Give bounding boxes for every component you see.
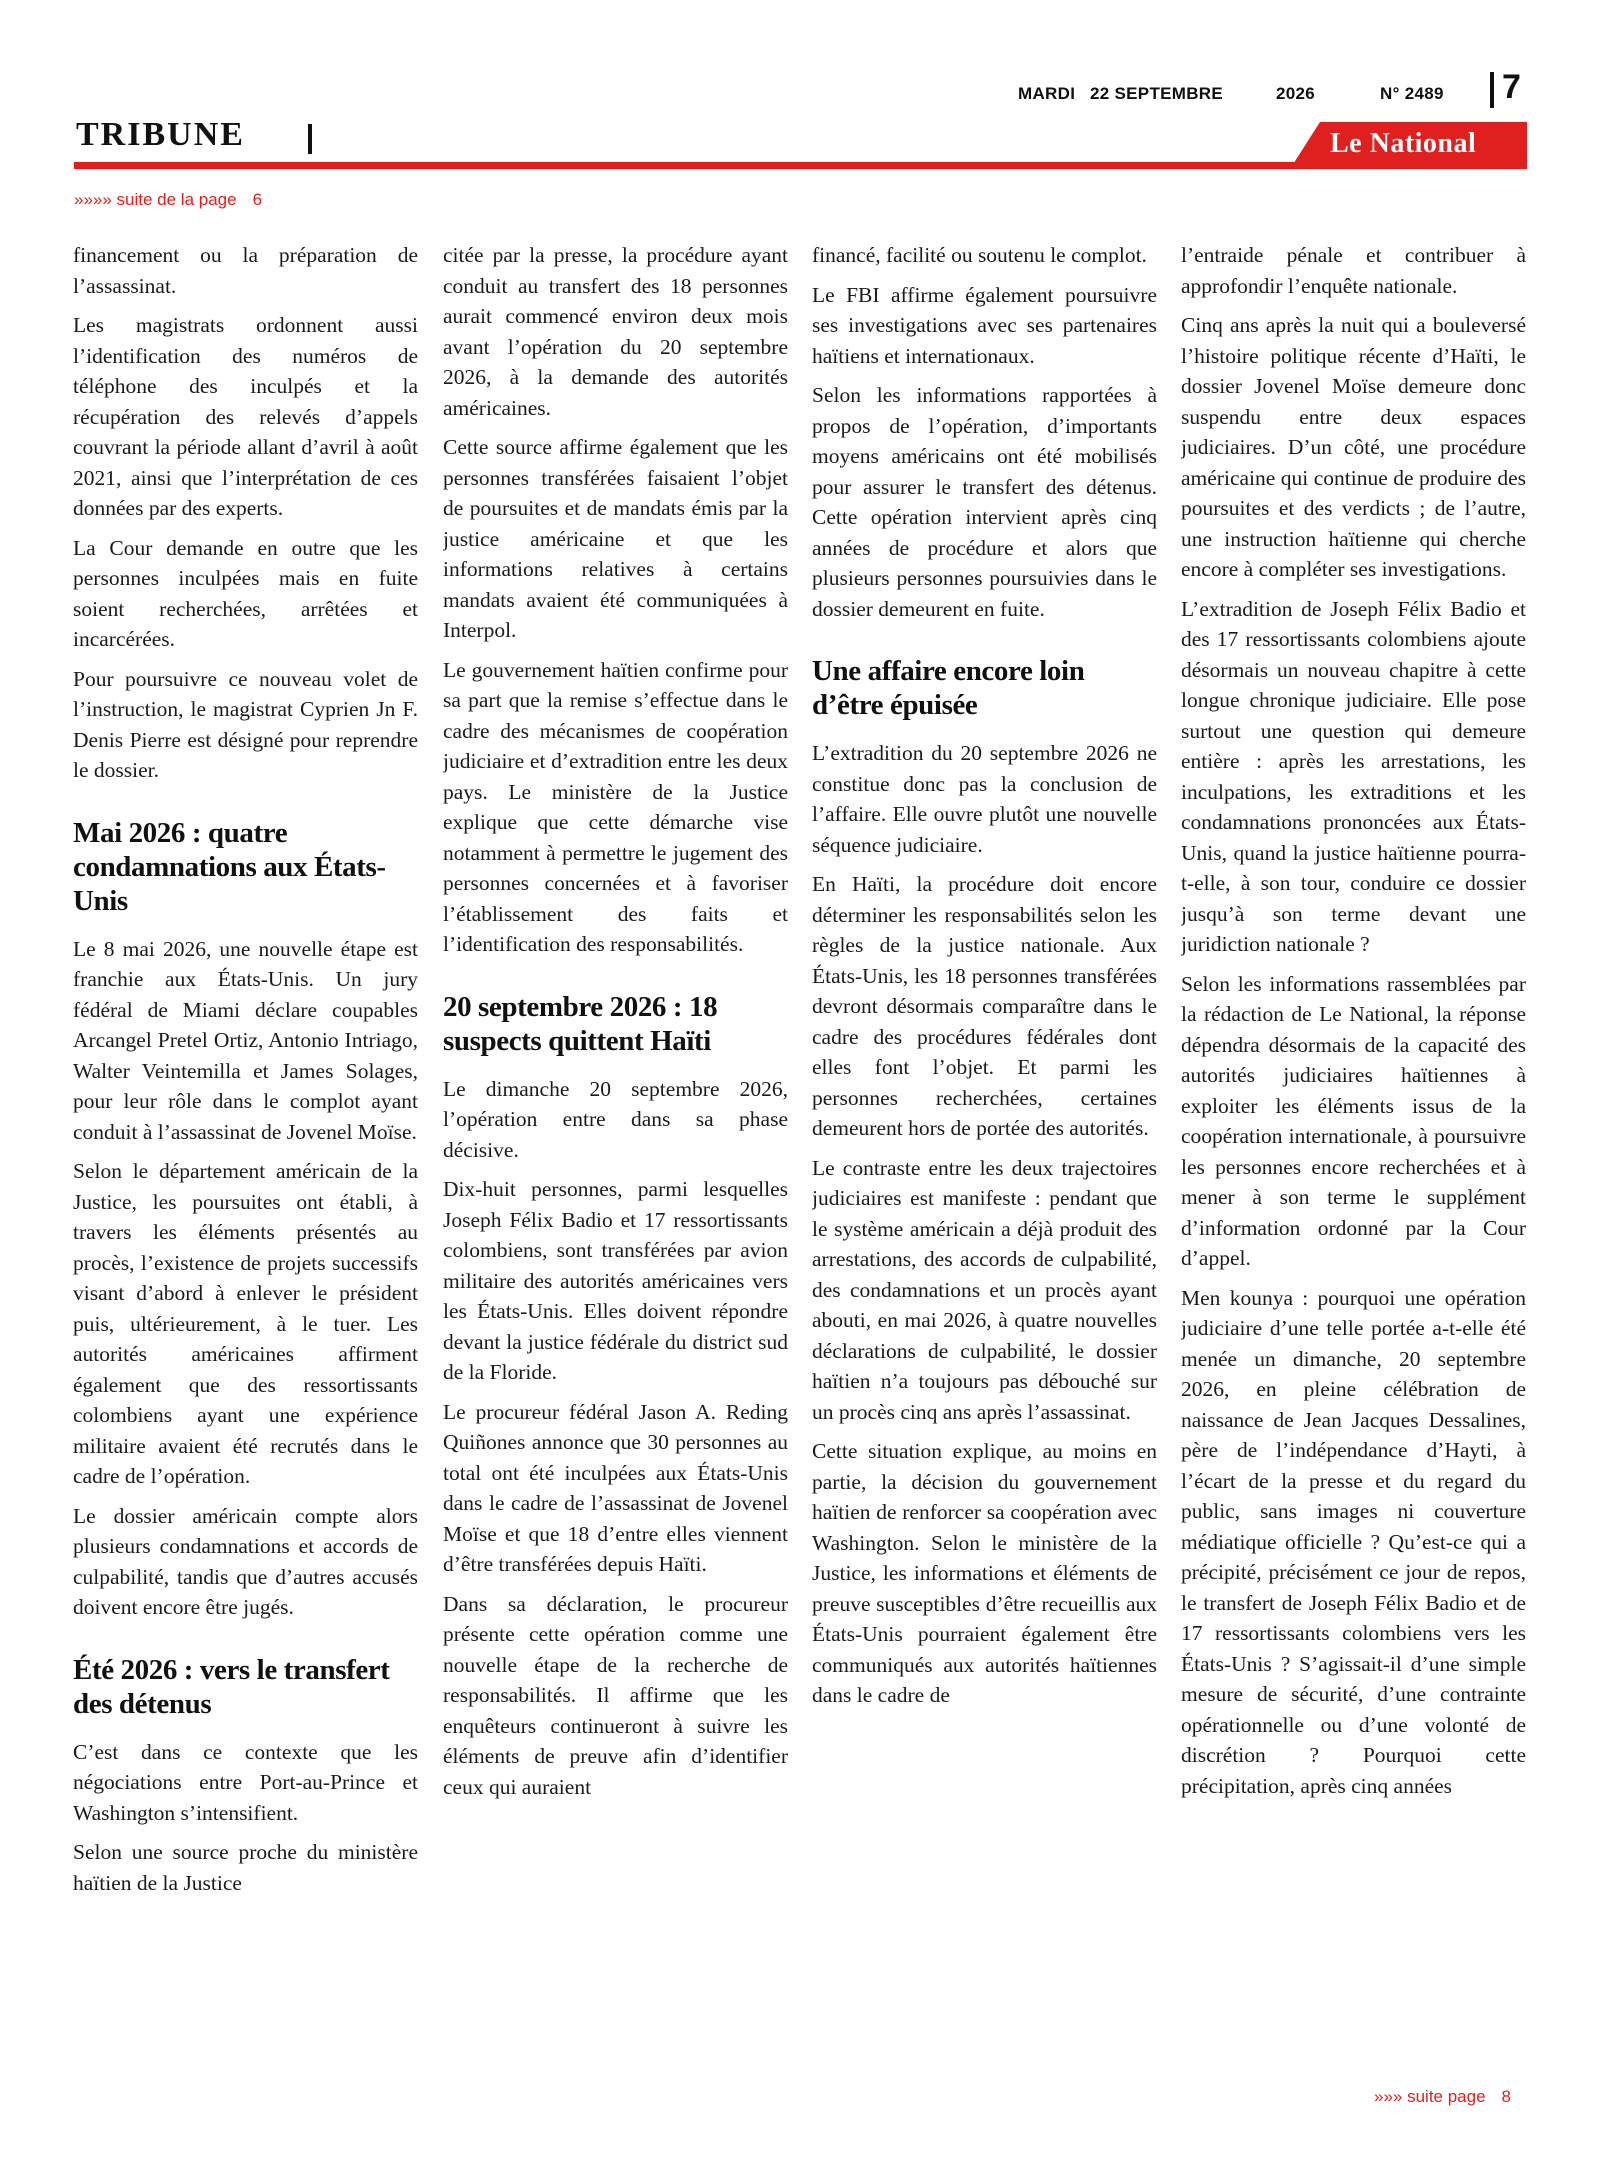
section-title-bar (308, 124, 312, 154)
article-paragraph: Le dossier américain compte alors plusieurs condamnations et accords de culpabilité, tandis que d’autres accusés doivent encore être jugés. (73, 1503, 418, 1619)
article-column-3 (812, 240, 1157, 2082)
brand-name: Le National (1330, 128, 1477, 159)
article-paragraph: Le gouvernement haïtien confirme pour sa part que la remise s’effectue dans le cadre des mécanismes de coopération judiciaire et d’extradition entre les deux pays. Le ministère de la Justice explique que cette démarche vise notamment à permettre le jugement des personnes concernées et à favoriser l’établissement des faits et l’identification des responsabilités. (443, 657, 788, 956)
article-paragraph: financé, facilité ou soutenu le complot. (812, 243, 1147, 267)
page-number-separator (1490, 72, 1494, 108)
masthead-year: 2026 (1276, 84, 1316, 103)
article-paragraph: Selon les informations rapportées à propos de l’opération, d’importants moyens américains ont été mobilisés pour assurer le transfert des détenus. Cette opération intervient après cinq années de procédure et alors que plusieurs personnes poursuivies dans le dossier demeurent en fuite. (812, 383, 1157, 621)
article-paragraph: Cette source affirme également que les personnes transférées faisaient l’objet de poursuites et de mandats émis par la justice américaine et que les informations relatives à certains mandats avaient été communiquées à Interpol. (443, 435, 788, 642)
article-paragraph: Le FBI affirme également poursuivre ses investigations avec ses partenaires haïtiens et internationaux. (812, 282, 1157, 368)
article-paragraph: L’extradition du 20 septembre 2026 ne constitue donc pas la conclusion de l’affaire. Elle ouvre plutôt une nouvelle séquence judiciaire. (812, 741, 1157, 857)
article-paragraph: Selon une source proche du ministère haïtien de la Justice (73, 1840, 418, 1895)
article-paragraph: L’extradition de Joseph Félix Badio et des 17 ressortissants colombiens ajoute désormais un nouveau chapitre à cette longue chronique judiciaire. Elle pose surtout une question qui demeure entière : après les arrestations, les inculpations, les extraditions et les condamnations prononcées aux États-Unis, quand la justice haïtienne pourra-t-elle, à son tour, conduire ce dossier jusqu’à son terme devant une juridiction nationale ? (1181, 596, 1526, 956)
continued-to-label: »»» suite page (1374, 2087, 1486, 2106)
article-subheading: Mai 2026 : quatre condamnations aux États-Unis (73, 816, 386, 917)
article-paragraph: La Cour demande en outre que les personnes inculpées mais en fuite soient recherchées, arrêtées et incarcérées. (73, 535, 418, 651)
continued-from-link[interactable] (74, 190, 262, 210)
article-subheading: Une affaire encore loin d’être épuisée (812, 655, 1085, 721)
continued-to-link[interactable] (1374, 2087, 1511, 2107)
article-paragraph: Men kounya : pourquoi une opération judiciaire d’une telle portée a-t-elle été menée un dimanche, 20 septembre 2026, en pleine célébration de naissance de Jean Jacques Dessalines, père de l’indépendance d’Hayti, à l’écart de la presse et du regard du public, sans images ni couverture médiatique officielle ? Qu’est-ce qui a précipité, précisément ce jour de repos, le transfert de Joseph Félix Badio et de 17 ressortissants colombiens vers les États-Unis ? S’agissait-il d’une simple mesure de sécurité, d’une contrainte opérationnelle ou d’une volonté de discrétion ? Pourquoi cette précipitation, après cinq années (1181, 1285, 1526, 1798)
article-paragraph: C’est dans ce contexte que les négociations entre Port-au-Prince et Washington s’intensifient. (73, 1739, 418, 1825)
article-subheading: Été 2026 : vers le transfert des détenus (73, 1653, 390, 1720)
article-paragraph: Cinq ans après la nuit qui a bouleversé l’histoire politique récente d’Haïti, le dossier Jovenel Moïse demeure donc suspendu entre deux espaces judiciaires. D’un côté, une procédure américaine qui continue de produire des poursuites et des verdicts ; de l’autre, une instruction haïtienne qui cherche encore à compléter ses investigations. (1181, 313, 1526, 581)
masthead-date: 22 SEPTEMBRE (1090, 84, 1224, 103)
article-paragraph: Selon le département américain de la Justice, les poursuites ont établi, à travers les éléments présentés au procès, l’existence de projets successifs visant d’abord à enlever le président puis, ultérieurement, à le tuer. Les autorités américaines affirment également que des ressortissants colombiens ayant une expérience militaire avaient été recrutés dans le cadre de l’opération. (73, 1159, 418, 1488)
article-paragraph: Le 8 mai 2026, une nouvelle étape est franchie aux États-Unis. Un jury fédéral de Miami déclare coupables Arcangel Pretel Ortiz, Antonio Intriago, Walter Veintemilla et James Solages, pour leur rôle dans le complot ayant conduit à l’assassinat de Jovenel Moïse. (73, 936, 418, 1144)
article-paragraph: l’entraide pénale et contribuer à approfondir l’enquête nationale. (1181, 243, 1526, 298)
article-paragraph: financement ou la préparation de l’assassinat. (73, 243, 418, 298)
article-column-1 (73, 240, 418, 2082)
page-number: 7 (1502, 68, 1521, 106)
article-column-4 (1181, 240, 1526, 2082)
article-paragraph: Dans sa déclaration, le procureur présente cette opération comme une nouvelle étape de la recherche de responsabilités. Il affirme que les enquêteurs continueront à suivre les éléments de preuve afin d’identifier ceux qui auraient (443, 1591, 788, 1799)
article-paragraph: Le contraste entre les deux trajectoires judiciaires est manifeste : pendant que le système américain a déjà produit des arrestations, des accords de culpabilité, des condamnations et un procès ayant abouti, en mai 2026, à quatre nouvelles déclarations de culpabilité, le dossier haïtien n’a toujours pas débouché sur un procès cinq ans après l’assassinat. (812, 1155, 1157, 1424)
article-subheading: 20 septembre 2026 : 18 suspects quittent Haïti (443, 990, 718, 1057)
continued-from-page: 6 (252, 190, 263, 209)
section-title: TRIBUNE (76, 116, 245, 153)
article-paragraph: Dix-huit personnes, parmi lesquelles Joseph Félix Badio et 17 ressortissants colombiens, sont transférées par avion militaire des autorités américaines vers les États-Unis. Elles doivent répondre devant la justice fédérale du district sud de la Floride. (443, 1177, 788, 1384)
article-paragraph: Cette situation explique, au moins en partie, la décision du gouvernement haïtien de renforcer sa coopération avec Washington. Selon le ministère de la Justice, les informations et éléments de preuve susceptibles d’être recueillis aux États-Unis pourraient également être communiqués aux autorités haïtiennes dans le cadre de (812, 1439, 1157, 1707)
article-paragraph: Le dimanche 20 septembre 2026, l’opération entre dans sa phase décisive. (443, 1076, 788, 1162)
article-paragraph: Pour poursuivre ce nouveau volet de l’instruction, le magistrat Cyprien Jn F. Denis Pierre est désigné pour reprendre le dossier. (73, 666, 418, 782)
article-paragraph: Le procureur fédéral Jason A. Reding Quiñones annonce que 30 personnes au total ont été inculpées aux États-Unis dans le cadre de l’assassinat de Jovenel Moïse et que 18 d’entre elles viennent d’être transférées depuis Haïti. (443, 1399, 788, 1576)
masthead-weekday: MARDI (1018, 84, 1076, 103)
article-paragraph: Selon les informations rassemblées par la rédaction de Le National, la réponse dépendra désormais de la capacité des autorités judiciaires haïtiennes à exploiter les éléments issus de la coopération internationale, à poursuivre les personnes encore recherchées et à mener à son terme le supplément d’information ordonné par la Cour d’appel. (1181, 971, 1526, 1270)
continued-from-label: »»»» suite de la page (74, 190, 237, 209)
issue-number: N° 2489 (1380, 84, 1444, 103)
article-paragraph: Les magistrats ordonnent aussi l’identification des numéros de téléphone des inculpés et la récupération des relevés d’appels couvrant la période allant d’avril à août 2021, ainsi que l’interprétation de ces données par des experts. (73, 313, 418, 520)
article-column-2 (443, 240, 788, 2082)
continued-to-page: 8 (1501, 2087, 1512, 2106)
article-paragraph: En Haïti, la procédure doit encore déterminer les responsabilités selon les règles de la justice nationale. Aux États-Unis, les 18 personnes transférées devront désormais comparaître dans le cadre des procédures fédérales dont elles font l’objet. Et parmi les personnes recherchées, certaines demeurent hors de portée des autorités. (812, 872, 1157, 1140)
article-paragraph: citée par la presse, la procédure ayant conduit au transfert des 18 personnes aurait commencé environ deux mois avant l’opération du 20 septembre 2026, à la demande des autorités américaines. (443, 243, 788, 420)
